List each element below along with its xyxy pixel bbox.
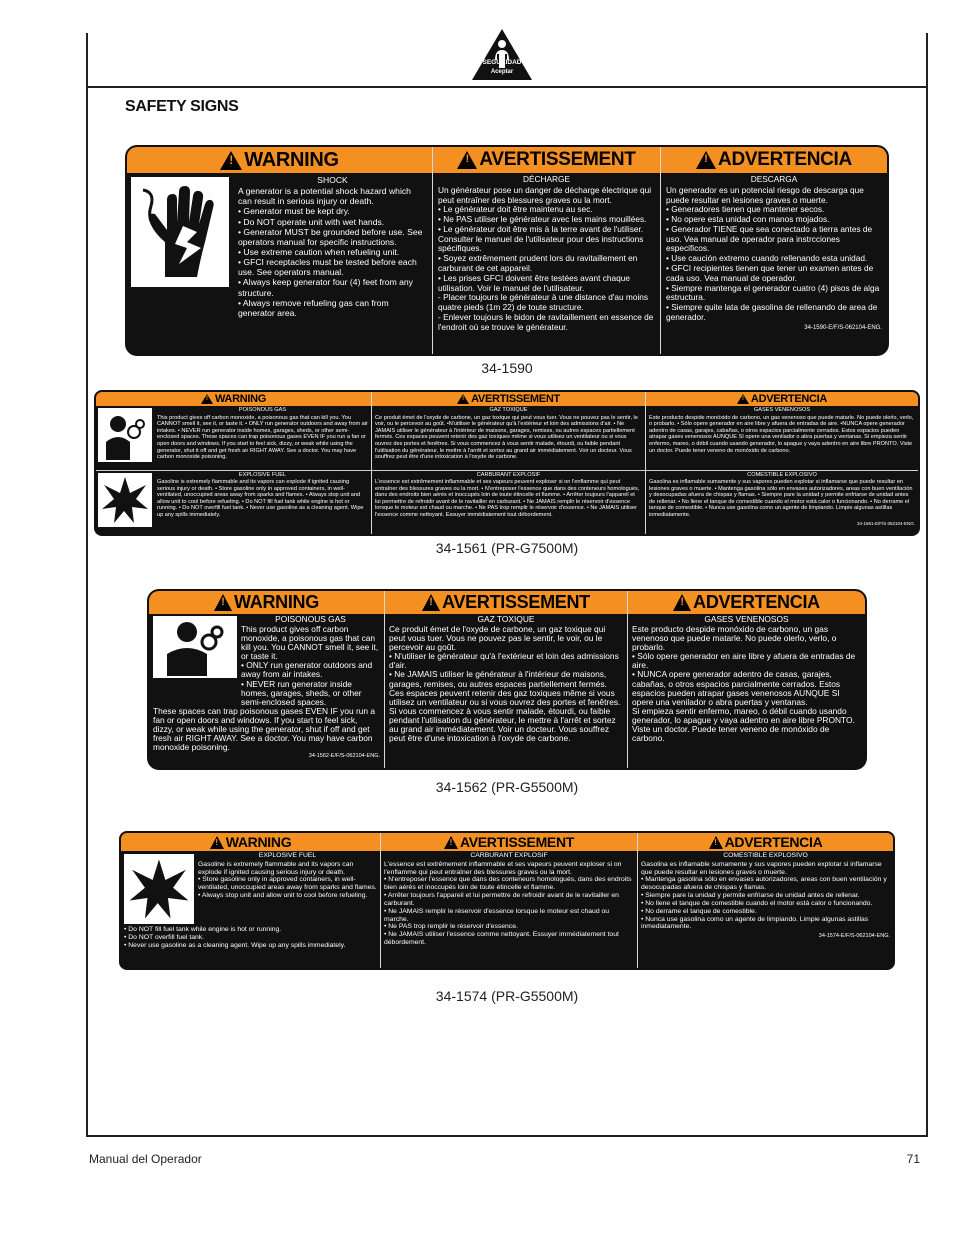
list-item: • Le générateur doit être maintenu au sec. [438,204,593,215]
safety-badge [471,28,533,86]
list-item: • N'entreposer l'essence que dans des conteneurs homologués, dans des endroits bien aérés et inoccupés loin de toute étincelle et flamme. [384,876,632,892]
sign2-en-text1: This product gives off carbon monoxide, a poisonous gas that can kill you. You CANNOT smell it, see it, or taste it. • ONLY run generator outdoors and away from air intakes. • NEVER run generator inside homes, garages, sheds, or other semi-enclosed spaces. These spaces can trap poisonous gases EVEN IF you run a fan or open doors and windows. If you start to feel sick, dizzy, or weak while using the generator, shut it off and get fresh air RIGHT AWAY. See a doctor. You may have carbon monoxide poisoning. [157,414,368,461]
page-number: 71 [906,1152,920,1166]
list-item: • No opere esta unidad con manos mojados. [666,214,830,225]
sign2-en-header: ! WARNING [96,392,371,406]
sign2-es-header: ! ADVERTENCIA [646,392,918,406]
sign2-es-sub1: GASES VENENOSOS [753,407,811,413]
sign4-fr-intro: L'essence est extrêmement inflammable et ses vapeurs peuvent exploser si on l'enflamme qui peut entraîner des blessures graves ou la mort. [384,860,622,876]
sign-34-1561 [94,390,920,536]
list-item: • Never use gasoline as a cleaning agent. Wipe up any spills immediately. [124,941,346,949]
sign2-en-sub2: EXPLOSIVE FUEL [238,471,287,478]
safety-alert-icon [471,28,533,86]
sign1-es-header: ! ADVERTENCIA [661,147,887,173]
list-item: - Enlever toujours le bidon de ravitaillement en essence de l'endroit où se trouve le générateur. [438,311,654,332]
list-item: • N'utiliser le générateur qu'à l'extérieur et loin des admissions d'air. [389,651,619,671]
list-item: • Le générateur doit être mis à la terre avant de l'utiliser. Consulter le manuel de l'utilisateur pour des instructions spécifiques. [438,223,644,254]
sign3-fr-header: ! AVERTISSEMENT [385,591,627,614]
sign4-en-sub: EXPLOSIVE FUEL [258,852,317,859]
sign2-caption: 34-1561 (PR-G7500M) [435,540,579,556]
sign4-es-header: ! ADVERTENCIA [638,833,893,851]
sign2-es-sub2: COMESTIBLE EXPLOSIVO [747,471,817,478]
list-item: • Always keep generator four (4) feet from any structure. [238,277,413,298]
sign4-es-sub: COMESTIBLE EXPLOSIVO [723,852,808,859]
list-item: • Do NOT operate unit with wet hands. [238,216,385,227]
list-item: • GFCI receptacles must be tested before each use. See operators manual. [238,257,417,278]
list-item: • No llene el tanque de comestible cuando el motor está calor o funcionando. [641,899,873,907]
list-item: • NUNCA opere generador adentro de casas, garajes, cabañas, o otros espacios parcialmente cerrados. Estos espacios pueden atrapar gases venenosos AUNQUE SI opere una venilador o abra puertas y ventanas. [632,669,841,707]
list-item: • Nunca use gasolina como un agente de limpiando. Limpie algunas astillas inmediatamente. [641,915,869,931]
badge-line1: SEGURIDAD [482,59,522,66]
list-item: • GFCI recipientes tienen que tener un examen antes de cada uso. Vea manual de operador. [666,263,874,283]
sign2-fr-header: ! AVERTISSEMENT [372,392,645,406]
sign1-fr-intro: Un générateur pose un danger de décharge électrique qui peut entraîner des blessures graves ou la mort. [438,184,652,205]
footer-manual-title: Manual del Operador [89,1152,202,1166]
sign3-code: 34-1562-E/F/S-062104-ENG. [308,753,380,760]
sign3-en-header: ! WARNING [149,591,384,614]
sign2-fr-sub1: GAZ TOXIQUE [489,407,528,413]
sign1-es-intro: Un generador es un potencial riesgo de descarga que puede resultar en lesiones graves o muerte. [666,184,864,205]
poisonous-gas-icon [153,616,237,678]
list-item: • Ne JAMAIS utiliser l'essence comme nettoyant. Essuyer immédiatement tout débordement. [384,931,619,946]
list-item: - Placer toujours le générateur à une distance d'au moins quatre pieds (1m 22) de toute structure. [438,292,649,313]
sign3-es-header: ! ADVERTENCIA [628,591,865,614]
sign3-en-text: This product gives off carbon monoxide, a poisonous gas that can kill you. You CANNOT smell it, see it, or taste it. [241,624,379,662]
sign3-fr-sub: GAZ TOXIQUE [477,614,535,624]
list-item: • Arrêter toujours l'appareil et lui permettre de refroidir avant de le ravitailler en carburant. [384,892,619,907]
list-item: • ONLY run generator outdoors and away from air intakes. [241,660,373,680]
sign2-es-text2: Gasolina es inflamable sumamente y sus vapores pueden explotar si inflamarse que puede resultar en lesiones graves o muerte. • Mantenga gasolina sólo en envases autorizadores, areas con buen ventilación y desocupadas afuera de chispas y flamas. • Siempre pare la unidad y permite enfriarse de unidad antes de rellenar. • No llene el tanque de comestible cuando el motor está calor o funcionando. • No derrame el tanque de comestible. • Nunca use gasolina como un agente de limpiando. Limpie algunas astillas inmediatamente. [649,479,913,519]
sign3-es-text: Este producto despide monóxido de carbono, un gas venenoso que puede matarle. No puede olerlo, verlo, o probarlo. [632,624,837,653]
left-border [86,33,88,1136]
sign-34-1590 [125,145,889,356]
sign1-fr-sub: DÉCHARGE [522,174,571,184]
sign4-fr-sub: CARBURANT EXPLOSIF [470,852,548,859]
list-item: • Generator MUST be grounded before use. See operators manual for specific instructions. [238,226,423,247]
sign2-code: 34-1561-E/F/S 062104-ENG. [856,520,915,526]
list-item: • Always stop unit and allow unit to cool before refueling. [198,892,368,900]
sign2-en-sub1: POISONOUS GAS [238,407,287,413]
list-item: • Soyez extrêmement prudent lors du ravitaillement en carburant de cet appareil. [438,253,638,274]
list-item: • Siempre quite lata de gasolina de rellenando de area de generador. [666,302,878,322]
right-border [926,33,928,1136]
sign4-fr-header: ! AVERTISSEMENT [381,833,637,851]
sign2-fr-text1: Ce produit émet de l'oxyde de carbone, un gaz toxique qui peut vous tuer. Vous ne pouvez pas le sentir, le voir, ou le percevoir au goût. •N'utiliser le générateur qu'à l'extérieur et loin des admissions d'air. • Ne JAMAIS utiliser le générateur à l'intérieur de maisons, garages, remises, ou autres espaces partiellement fermés. Ces espaces peuvent retenir des gaz toxiques même si vous utilisez un ventilateur ou si vous ouvrez des portes et fenêtres. Si vous commencez à vous sentir malade, étourdi, ou faible pendant l'utilisation du générateur, le mettre à l'arrêt et sortez au grand air immédiatement. Voir un docteur. Vous souffrez peut être d'une intoxication à l'oxyde de carbone. [375,414,638,461]
list-item: • Always remove refueling gas can from generator area. [238,297,389,318]
sign3-caption: 34-1562 (PR-G5500M) [435,779,579,795]
sign1-es-sub: DESCARGA [750,174,798,184]
sign4-code: 34-1574-E/F/S-062104-ENG. [818,933,890,940]
sign-34-1562 [147,589,867,770]
badge-line2: Aceptar [490,69,514,75]
sign1-caption: 34-1590 [481,360,533,376]
list-item: • Sólo opere generador en aire libre y afuera de entradas de aire. [632,651,856,671]
sign4-es-intro: Gasolina es inflamable sumamente y sus vapores pueden explotar si inflamarse que puede resultar en lesiones graves o muerte. [641,860,882,876]
list-item: • Use caución extremo cuando rellenando esta unidad. [666,253,868,264]
list-item: • Generator must be kept dry. [238,206,350,217]
list-item: • Siempre pare la unidad y permite enfriarse de unidad antes de rellenar. [641,892,860,900]
sign2-es-text1: Este producto despide monóxido de carbono, un gas venenoso que puede matarle. No puede olerlo, verlo, o probarlo. • Sólo opere generador en aire libre y afuera de entradas de aire. •NUNCA opere generador adentro de casas, garajes, cabañas, o otros espacios parcialmente cerrados. Estos espacios pueden atrapar gases venenosos AUNQUE SI opere una venilador o abra puertas y ventanas. Si empieza sentir enfermo, mareo, o débil cuando usando generador, lo apague y vaya adentro en aire libre PRONTO. Viste un doctor. Puede tener veneno de monóxido de carbono. [649,414,914,454]
list-item: • Ne PAS trop remplir le réservoir d'essence. [384,923,518,931]
sign4-en-intro: Gasoline is extremely flammable and its vapors can explode if ignited causing serious injury or death. [198,860,354,876]
sign1-en-header: ! WARNING [127,147,432,173]
list-item: • Ne PAS utiliser le générateur avec les mains mouillées. [438,214,647,225]
sign3-es-text2: Si empieza sentir enfermo, mareo, o débil cuando usando generador, lo apague y vaya adentro en aire libre PRONTO. Viste un doctor. Puede tener veneno de monóxido de carbono. [632,705,855,744]
list-item: • NEVER run generator inside homes, garages, sheds, or other semi-enclosed spaces. [241,678,362,707]
sign2-fr-text2: L'essence est extrêmement inflammable et ses vapeurs peuvent exploser si on l'enflamme qui peut entraîner des blessures graves ou la mort. • N'entreposer l'essence que dans des conteneurs homologués, dans des endroits bien aérés et inoccupés loin de toute étincelle et flamme. • Arrêter toujours l'appareil et lui permettre de refroidir avant de le ravitailler en carburant. • Ne JAMAIS remplir le réservoir d'essence lorsque le moteur est chaud ou marche. • Ne PAS trop remplir le réservoir d'essence. • Ne JAMAIS utiliser l'essence comme nettoyant. Essuyer immédiatement tout débordement. [375,479,640,519]
sign1-code: 34-1590-E/F/S-062104-ENG. [804,324,882,331]
list-item: • Generadores tienen que mantener secos. [666,204,825,215]
list-item: • Ne JAMAIS remplir le réservoir d'essence lorsque le moteur est chaud ou marche. [384,907,610,923]
list-item: • Do NOT fill fuel tank while engine is hot or running. [124,926,282,933]
list-item: • Ne JAMAIS utiliser le générateur à l'intérieur de maisons, garages, remises, ou autres espaces partiellement fermés. Ces espaces peuvent retenir des gaz toxiques même si vous utilisez un ventilateur ou si vous ouvrez des portes et fenêtres. [389,669,621,707]
sign3-en-sub: POISONOUS GAS [275,614,346,624]
poisonous-gas-icon [98,408,152,462]
sign2-en-text2: Gasoline is extremely flammable and its vapors can explode if ignited causing serious injury or death. • Store gasoline only in approved containers, in well-ventilated, unoccupied areas away from sparks and flames. • Always stop unit and allow unit to cool before refueling. • Do NOT fill fuel tank while engine is hot or running. • Do NOT overfill fuel tank. • Never use gasoline as a cleaning agent. Wipe up any spills immediately. [157,479,364,519]
list-item: • Siempre mantenga el generador cuatro (4) pisos de alga estructura. [666,282,880,303]
list-item: • Generador TIENE que sea conectado a tierra antes de uso. Vea manual de operador para instrcciones especificos. [666,223,873,254]
sign1-en-intro: A generator is a potential shock hazard which can result in serious injury or death. [238,186,411,207]
sign-34-1574 [119,831,895,970]
sign3-fr-text2: Si vous commencez à vous sentir malade, étourdi, ou faible pendant l'utilisation du générateur, le mettre à l'arrêt et sortez au grand air immédiatement. Voir un docteur. Vous souffrez peut être d'une intoxication à l'oxyde de carbone. [389,705,616,744]
list-item: • Do NOT overfill fuel tank. [124,933,205,941]
electric-shock-icon [131,177,229,287]
sign3-en-text2: These spaces can trap poisonous gases EVEN IF you run a fan or open doors and windows. If you start to feel sick, dizzy, or weak while using the generator, shut if off and get fresh air RIGHT AWAY. See a doctor. You may have carbon monoxide poisoning. [153,705,376,753]
list-item: • No derrame el tanque de comestible. [641,907,757,915]
sign4-en-header: ! WARNING [121,833,380,851]
header-rule [86,86,928,88]
sign3-es-sub: GASES VENENOSOS [704,614,789,624]
sign1-fr-header: ! AVERTISSEMENT [433,147,660,173]
bottom-border [86,1135,928,1137]
list-item: • Use extreme caution when refueling unit. [238,246,400,257]
list-item: • Les prises GFCI doivent être testées avant chaque utilisation. Voir le manuel de l'utilisateur. [438,272,630,293]
explosion-icon [98,473,152,527]
explosion-icon [124,854,194,924]
sign1-en-sub: SHOCK [317,175,348,185]
section-title: SAFETY SIGNS [125,98,239,115]
sign2-fr-sub2: CARBURANT EXPLOSIF [476,471,541,478]
list-item: • Mantenga gasolina sólo en envases autorizadores, areas con buen ventilación y desocupadas afuera de chispas y flamas. [641,876,887,892]
list-item: • Store gasoline only in approved containers, in well-ventilated, unoccupied areas away from sparks and flames. [198,876,377,892]
sign4-caption: 34-1574 (PR-G5500M) [435,988,579,1004]
sign3-fr-text: Ce produit émet de l'oxyde de carbone, un gaz toxique qui peut vous tuer. Vous ne pouvez pas le sentir, le voir, ou le percevoir au goût. [389,624,606,653]
